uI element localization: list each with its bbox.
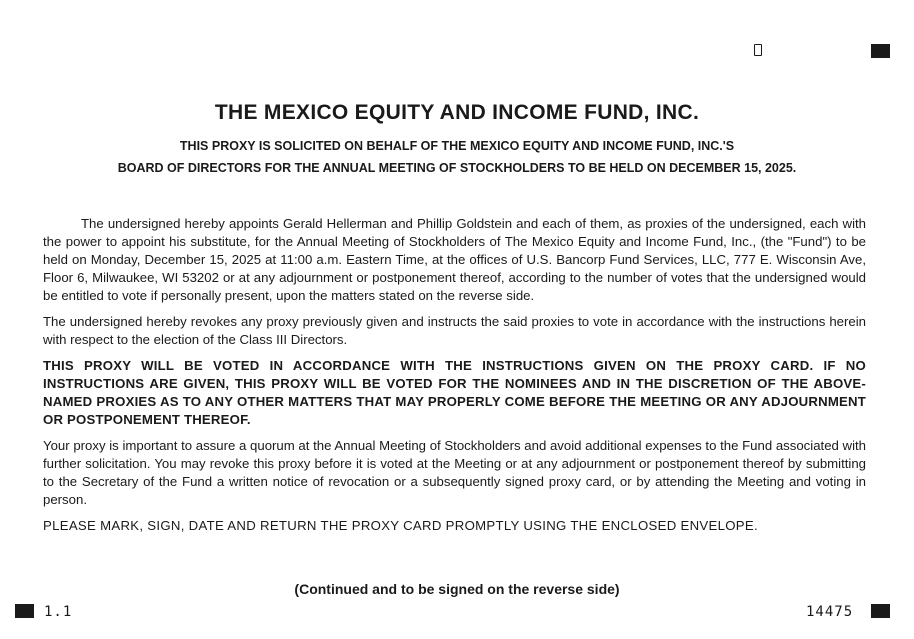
subtitle-line-1: THIS PROXY IS SOLICITED ON BEHALF OF THE MEXICO EQUITY AND INCOME FUND, INC.'S [179,139,735,153]
subtitle-line-2: BOARD OF DIRECTORS FOR THE ANNUAL MEETING OF STOCKHOLDERS TO BE HELD ON DECEMBER 15, 2025. [117,161,797,175]
registration-mark-top-right [871,44,890,58]
page-code-right: 14475 [806,604,854,620]
revocation-paragraph: The undersigned hereby revokes any proxy previously given and instructs the said proxies to vote in accordance with the instructions herein with respect to the election of the Class III Directors. [43,314,866,347]
return-instructions-paragraph: PLEASE MARK, SIGN, DATE AND RETURN THE PROXY CARD PROMPTLY USING THE ENCLOSED ENVELOPE. [43,518,758,533]
appointment-paragraph: The undersigned hereby appoints Gerald Hellerman and Phillip Goldstein and each of them, as proxies of the undersigned, each with the power to appoint his substitute, for the Annual Meeting of Stockholders of The Mexico Equity and Income Fund, Inc., (the "Fund") to be held on Monday, December 15, 2025 at 11:00 a.m. Eastern Time, at the offices of U.S. Bancorp Fund Services, LLC, 777 E. Wisconsin Ave, Floor 6, Milwaukee, WI 53202 or at any adjournment or postponement thereof, according to the number of votes that the undersigned would be entitled to vote if personally present, upon the matters stated on the reverse side. [43,216,866,303]
ocr-checkbox-mark [754,44,762,56]
registration-mark-bottom-right [871,604,890,618]
page-code-left: 1.1 [44,604,73,620]
proxy-body [43,215,866,543]
registration-mark-bottom-left [15,604,34,618]
continued-note: (Continued and to be signed on the reverse side) [294,581,620,597]
voting-instructions-paragraph: THIS PROXY WILL BE VOTED IN ACCORDANCE WITH THE INSTRUCTIONS GIVEN ON THE PROXY CARD. IF NO INSTRUCTIONS ARE GIVEN, THIS PROXY WILL BE VOTED FOR THE NOMINEES AND IN THE DISCRETION OF THE ABOVE-NAMED PROXIES AS TO ANY OTHER MATTERS THAT MAY PROPERLY COME BEFORE THE MEETING OR ANY ADJOURNMENT OR POSTPONEMENT THEREOF. [43,358,866,427]
document-title: THE MEXICO EQUITY AND INCOME FUND, INC. [214,101,700,124]
quorum-paragraph: Your proxy is important to assure a quorum at the Annual Meeting of Stockholders and avoid additional expenses to the Fund associated with further solicitation. You may revoke this proxy before it is voted at the Meeting or at any adjournment or postponement thereof by submitting to the Secretary of the Fund a written notice of revocation or a subsequently signed proxy card, or by attending the Meeting and voting in person. [43,438,866,507]
